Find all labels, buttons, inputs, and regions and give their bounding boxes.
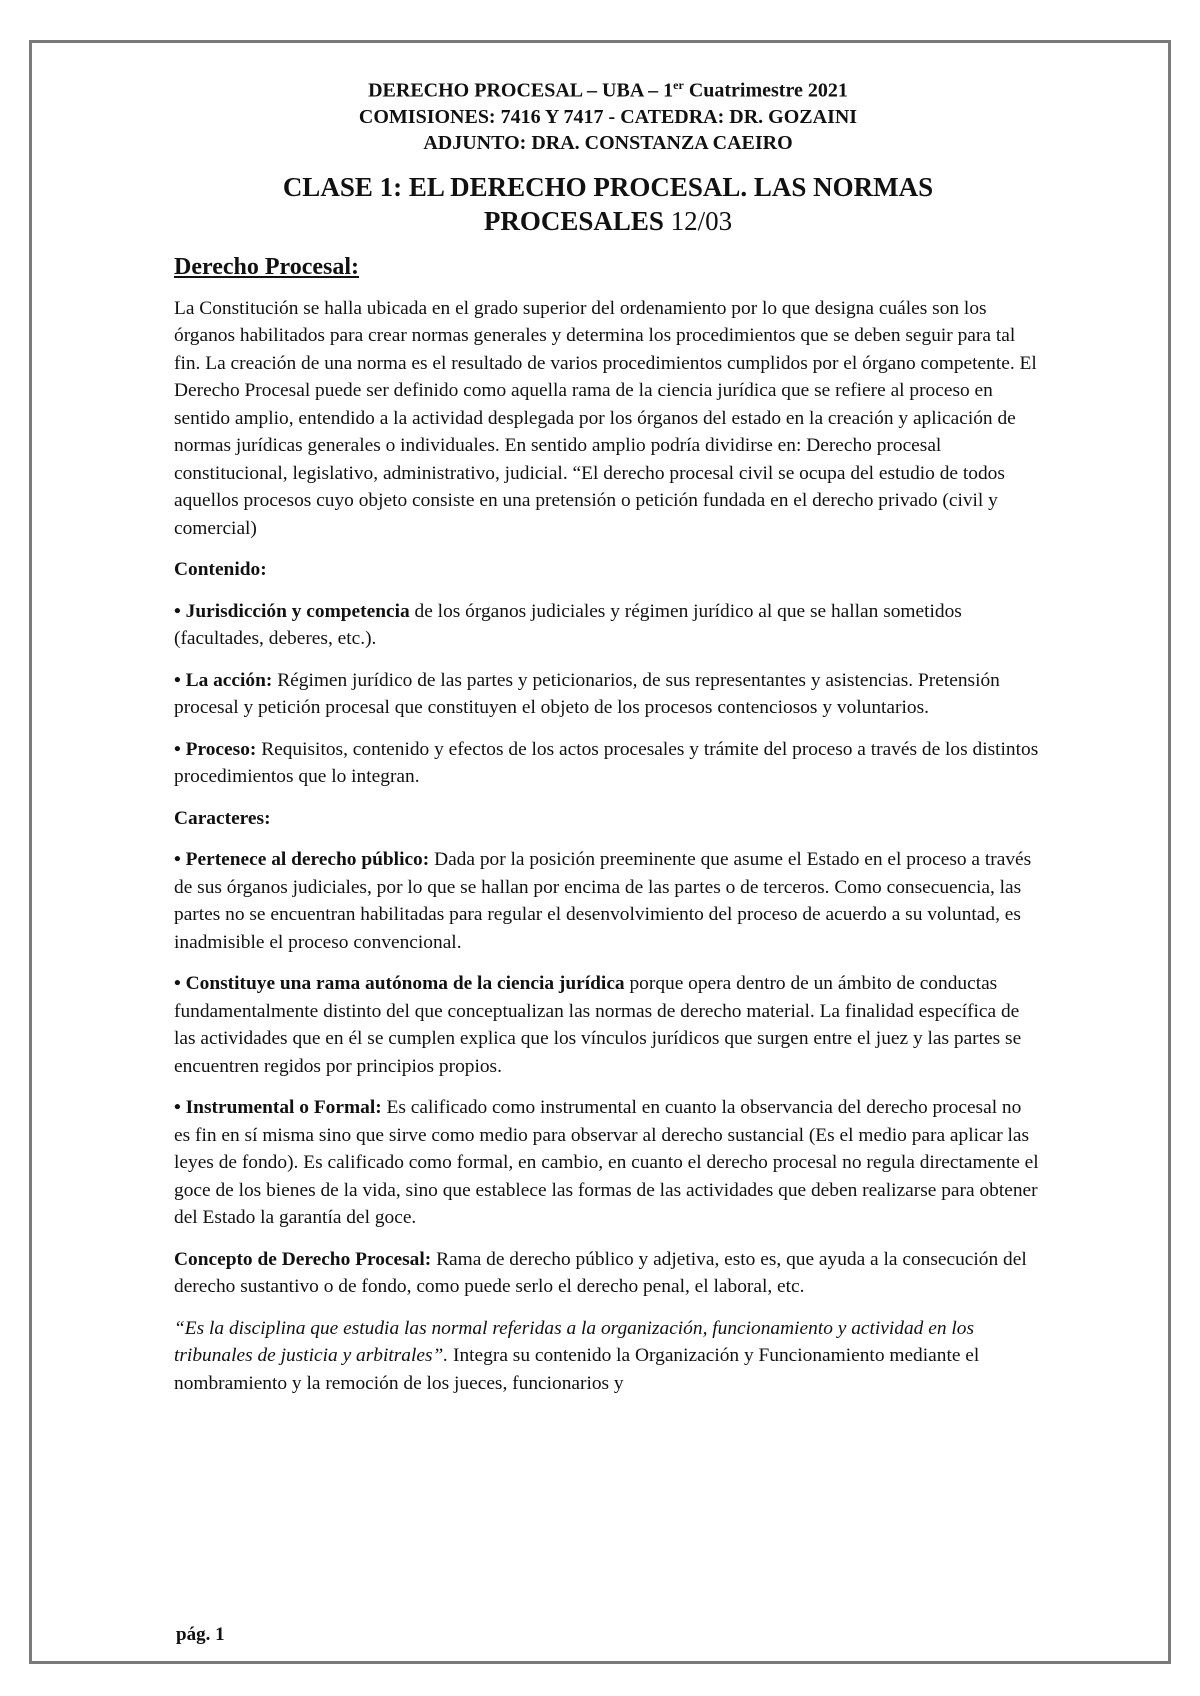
header-line-1: DERECHO PROCESAL – UBA – 1er Cuatrimestre 2021 <box>368 78 848 102</box>
list-item: • La acción: Régimen jurídico de las partes y peticionarios, de sus representantes y asistencias. Pretensión procesal y petición procesal que constituyen el objeto de los procesos contenciosos y voluntarios. <box>174 669 1000 719</box>
header-line-2: COMISIONES: 7416 Y 7417 - CATEDRA: DR. GOZAINI <box>358 105 858 128</box>
document-body <box>174 72 1042 1397</box>
caracteres-heading: Caracteres: <box>174 807 271 829</box>
concepto-paragraph: Concepto de Derecho Procesal: Rama de derecho público y adjetiva, esto es, que ayuda a la consecución del derecho sustantivo o de fondo, como puede serlo el derecho penal, el laboral, etc. <box>174 1248 1027 1298</box>
class-title: CLASE 1: EL DERECHO PROCESAL. LAS NORMAS PROCESALES 12/03 <box>282 171 934 236</box>
intro-paragraph: La Constitución se halla ubicada en el grado superior del ordenamiento por lo que designa cuáles son los órganos habilitados para crear normas generales y determina los procedimientos que se deben seguir para tal fin. La creación de una norma es el resultado de varios procedimientos cumplidos por el órgano competente. El Derecho Procesal puede ser definido como aquella rama de la ciencia jurídica que se refiere al proceso en sentido amplio, entendido a la actividad desplegada por los órganos del estado en la creación y aplicación de normas jurídicas generales o individuales. En sentido amplio podría dividirse en: Derecho procesal constitucional, legislativo, administrativo, judicial. “El derecho procesal civil se ocupa del estudio de todos aquellos procesos cuyo objeto consiste en una pretensión o petición fundada en el derecho privado (civil y comercial) <box>174 297 1037 539</box>
contenido-heading: Contenido: <box>174 559 267 581</box>
list-item: • Instrumental o Formal: Es calificado como instrumental en cuanto la observancia del derecho procesal no es fin en sí misma sino que sirve como medio para observar al derecho sustancial (Es el medio para aplicar las leyes de fondo). Es calificado como formal, en cambio, en cuanto el derecho procesal no regula directamente el goce de los bienes de la vida, sino que establece las formas de las actividades que deben realizarse para obtener del Estado la garantía del goce. <box>174 1097 1039 1229</box>
header-line-3: ADJUNTO: DRA. CONSTANZA CAEIRO <box>423 131 793 154</box>
list-item: • Proceso: Requisitos, contenido y efectos de los actos procesales y trámite del proceso a través de los distintos procedimientos que lo integran. <box>174 738 1039 788</box>
list-item: • Pertenece al derecho público: Dada por la posición preeminente que asume el Estado en el proceso a través de sus órganos judiciales, por lo que se hallan por encima de las partes o de terceros. Como consecuencia, las partes no se encuentran habilitadas para regular el desenvolvimiento del proceso de acuerdo a su voluntad, es inadmisible el proceso convencional. <box>174 849 1032 953</box>
list-item: • Constituye una rama autónoma de la ciencia jurídica porque opera dentro de un ámbito de conductas fundamentalmente distinto del que conceptualizan las normas de derecho material. La finalidad específica de las actividades que en él se cumplen explica que los vínculos jurídicos que surgen entre el juez y las partes se encuentren regidos por principios propios. <box>174 973 1022 1077</box>
page-number: pág. 1 <box>176 1624 225 1645</box>
document-header <box>174 72 1042 156</box>
section-heading: Derecho Procesal: <box>174 253 360 280</box>
class-date: 12/03 <box>663 205 733 236</box>
list-item: • Jurisdicción y competencia de los órganos judiciales y régimen jurídico al que se hallan sometidos (facultades, deberes, etc.). <box>174 600 962 650</box>
quote-paragraph: “Es la disciplina que estudia las normal referidas a la organización, funcionamiento y actividad en los tribunales de justicia y arbitrales”. Integra su contenido la Organización y Funcionamiento mediante el nombramiento y la remoción de los jueces, funcionarios y <box>174 1317 980 1394</box>
